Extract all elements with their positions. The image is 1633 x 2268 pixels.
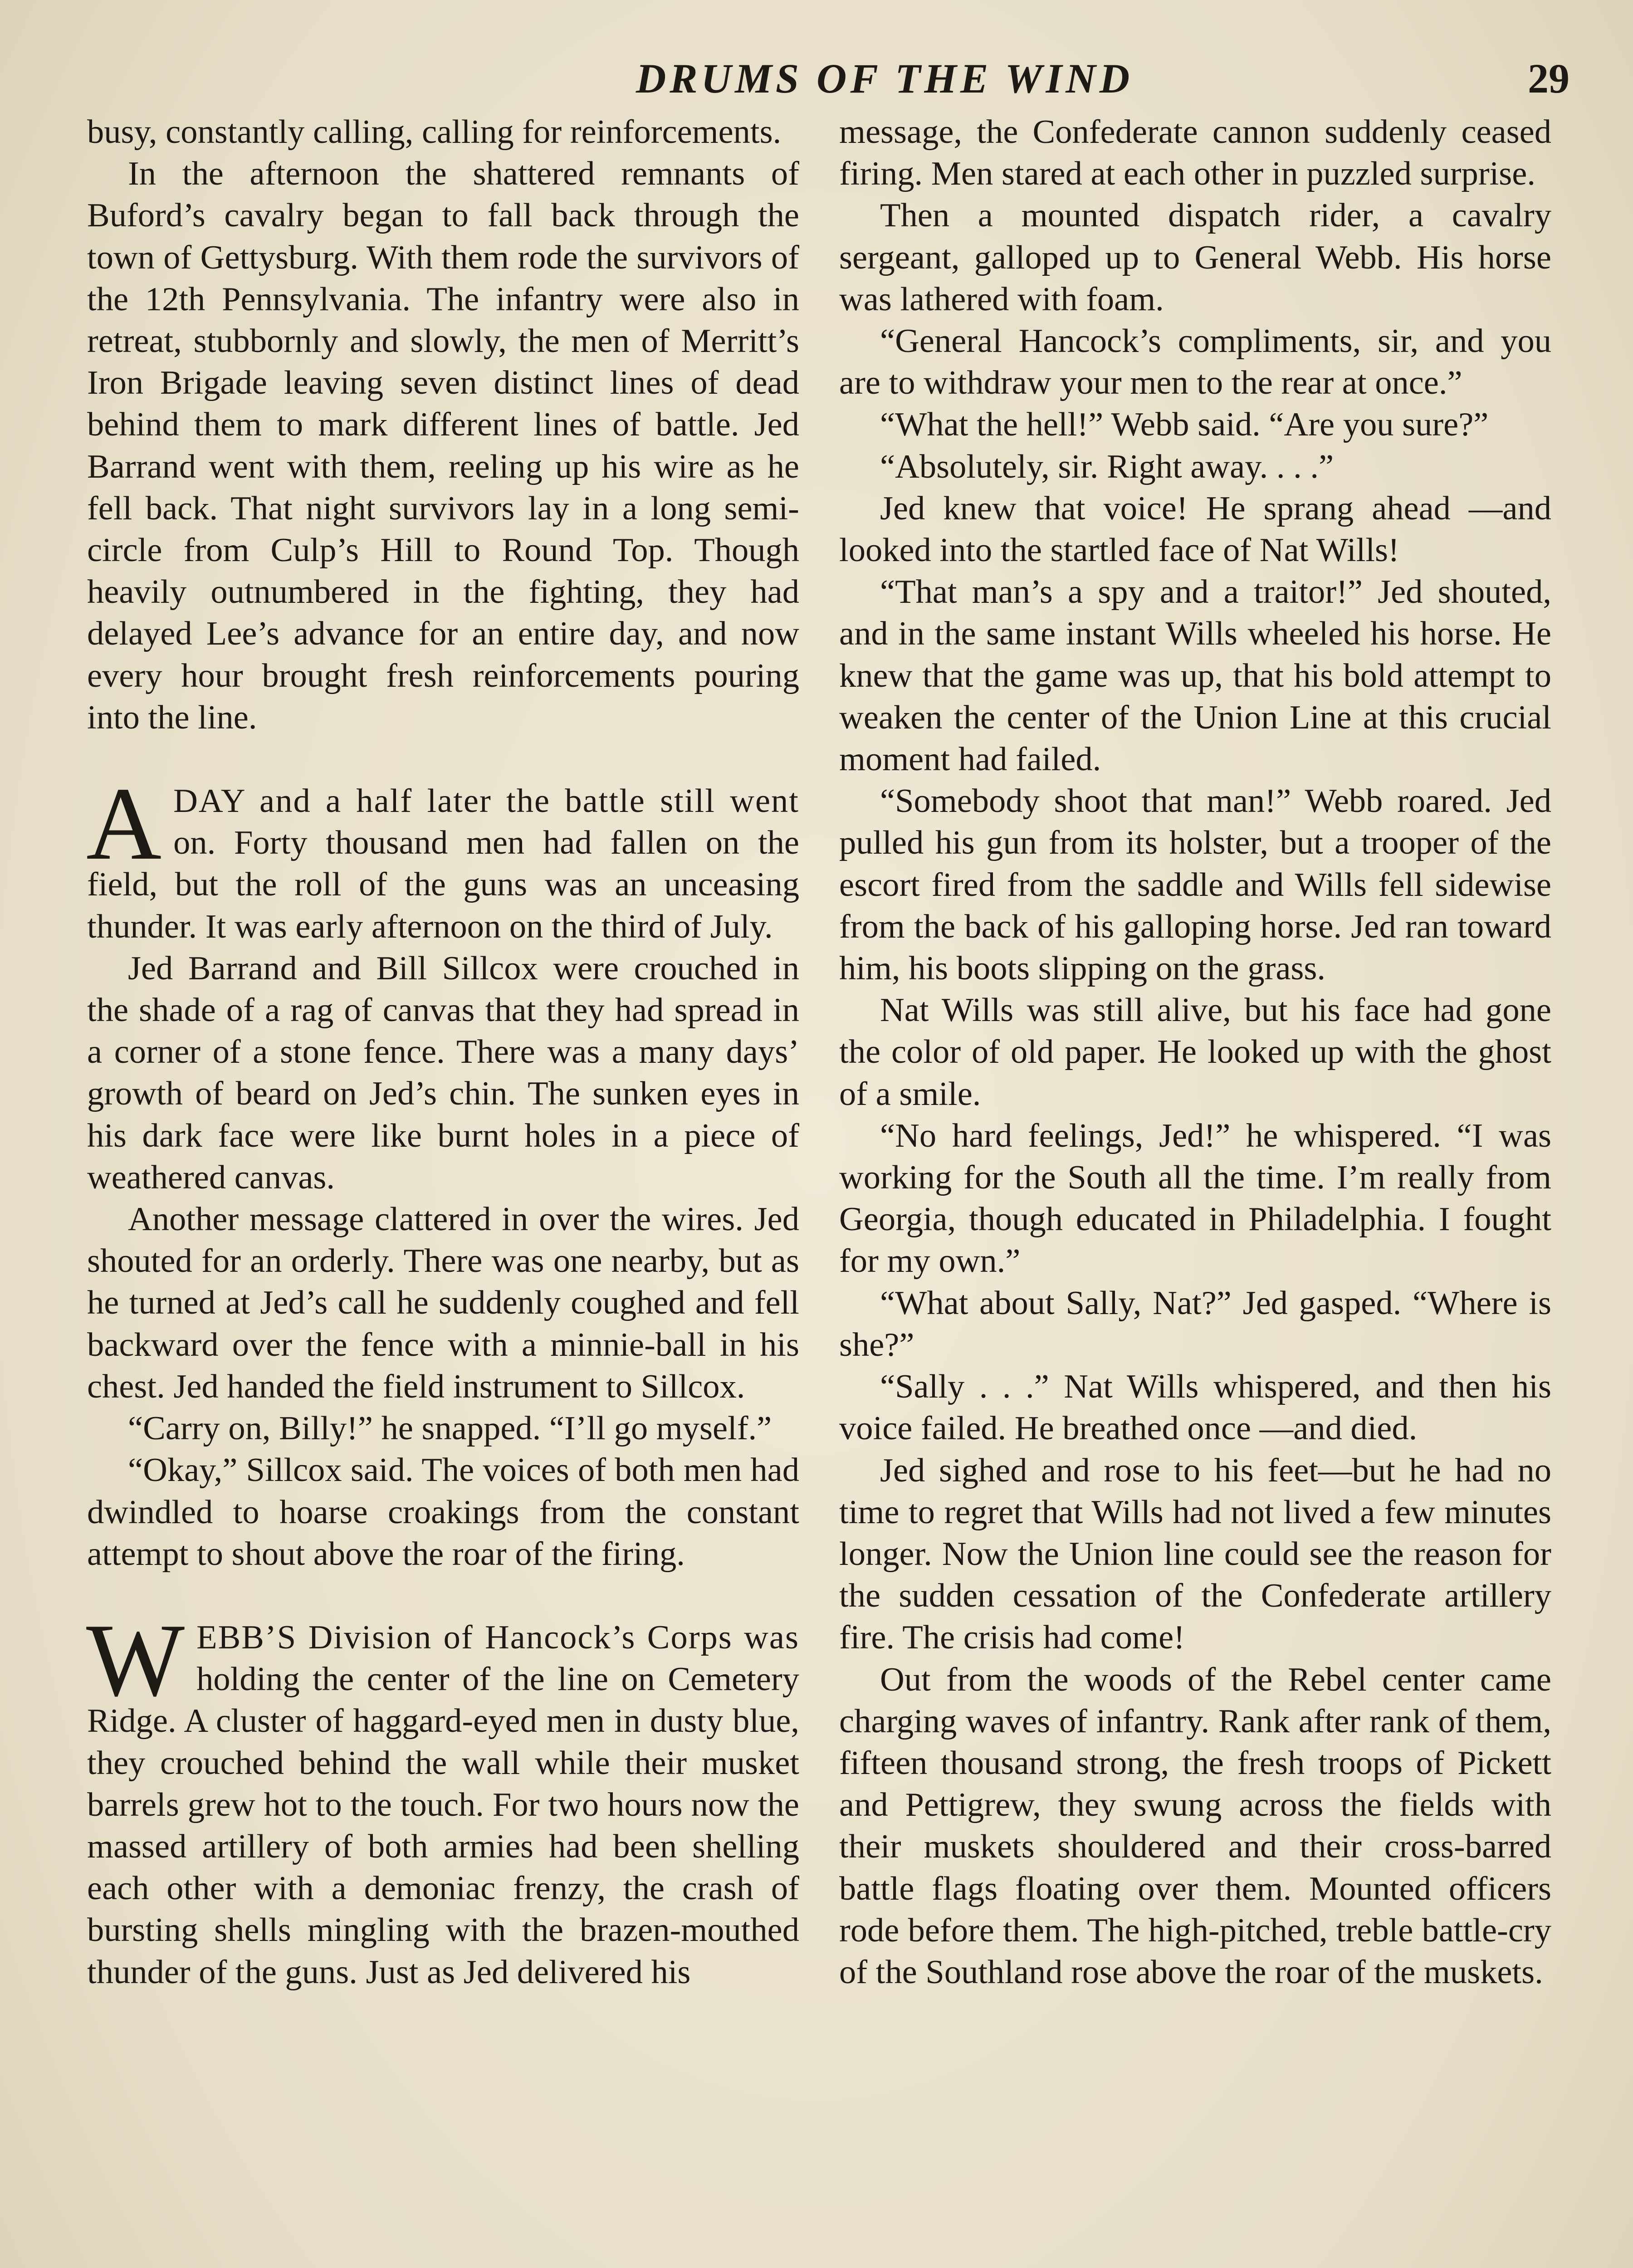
paragraph: In the afternoon the shattered remnants of Buford’s cavalry began to fall back through the town of Gettysburg. With them rode the survivors of the 12th Pennsylvania. The infantry were also in retreat, stubbornly and slowly, the men of Merritt’s Iron Brigade leaving seven distinct lines of dead behind them to mark different lines of battle. Jed Barrand went with them, reeling up his wire as he fell back. That night survivors lay in a long semi-circle from Culp’s Hill to Round Top. Though heavily outnumbered in the fighting, they had delayed Lee’s advance for an entire day, and now every hour brought fresh reinforcements pouring into the line. (87, 155, 799, 736)
paragraph: “Somebody shoot that man!” Webb roared. Jed pulled his gun from its holster, but a trooper of the escort fired from the saddle and Wills fell sidewise from the back of his galloping horse. Jed ran toward him, his boots slipping on the grass. (839, 782, 1551, 987)
paragraph: Jed knew that voice! He sprang ahead —and looked into the startled face of Nat Wills! (839, 489, 1551, 569)
drop-cap: W (86, 1602, 185, 1718)
paragraph: “No hard feelings, Jed!” he whispered. “I was working for the South all the time. I’m really from Georgia, though educated in Philadelphia. I fought for my own.” (839, 1117, 1551, 1280)
section-break (87, 1575, 799, 1617)
page-number: 29 (1528, 55, 1569, 102)
paragraph: Nat Wills was still alive, but his face had gone the color of old paper. He looked up with the ghost of a smile. (839, 992, 1551, 1113)
paragraph: message, the Confederate cannon suddenly ceased firing. Men stared at each other in puzzled surprise. (839, 113, 1551, 193)
paragraph: “What about Sally, Nat?” Jed gasped. “Where is she?” (839, 1284, 1551, 1364)
drop-cap: A (86, 766, 162, 882)
paragraph-text: EBB’S Division of Hancock’s Corps was holding the center of the line on Cemetery Ridge. A cluster of haggard-eyed men in dusty blue, they crouched behind the wall while their musket barrels grew hot to the touch. For two hours now the massed artillery of both armies had been shelling each other with a demoniac frenzy, the crash of bursting shells mingling with the brazen-mouthed thunder of the guns. Just as Jed delivered his (87, 1618, 799, 1991)
section-break (87, 738, 799, 780)
paragraph: Jed sighed and rose to his feet—but he had no time to regret that Wills had not lived a few minutes longer. Now the Union line could see the reason for the sudden cessation of the Confederate artillery fire. The crisis had come! (839, 1452, 1551, 1657)
paragraph: busy, constantly calling, calling for reinforcements. (87, 113, 782, 151)
paragraph: “Okay,” Sillcox said. The voices of both men had dwindled to hoarse croakings from the constant attempt to shout above the roar of the firing. (87, 1452, 799, 1573)
right-column (839, 111, 1551, 1993)
paragraph-text: DAY and a half later the battle still went on. Forty thousand men had fallen on the field, but the roll of the guns was an unceasing thunder. It was early afternoon on the third of July. (87, 782, 799, 945)
paragraph: “Sally . . .” Nat Wills whispered, and then his voice failed. He breathed once —and died. (839, 1368, 1551, 1447)
paragraph: “General Hancock’s compliments, sir, and you are to withdraw your men to the rear at once.” (839, 323, 1551, 402)
paragraph: “What the hell!” Webb said. “Are you sure?” (880, 406, 1489, 444)
running-title: DRUMS OF THE WIND (636, 55, 1134, 102)
paragraph: “Absolutely, sir. Right away. . . .” (880, 448, 1334, 485)
paragraph-with-drop-cap (86, 1602, 799, 1993)
paragraph: Another message clattered in over the wires. Jed shouted for an orderly. There was one nearby, but as he turned at Jed’s call he suddenly coughed and fell backward over the fence with a minnie-ball in his chest. Jed handed the field instrument to Sillcox. (87, 1201, 799, 1405)
left-column (87, 111, 799, 1993)
paragraph: Jed Barrand and Bill Sillcox were crouched in the shade of a rag of canvas that they had spread in a corner of a stone fence. There was a many days’ growth of beard on Jed’s chin. The sunken eyes in his dark face were like burnt holes in a piece of weathered canvas. (87, 949, 799, 1196)
paragraph: Out from the woods of the Rebel center came charging waves of infantry. Rank after rank of them, fifteen thousand strong, the fresh troops of Pickett and Pettigrew, they swung across the fields with their muskets shouldered and their cross-barred battle flags floating over them. Mounted officers rode before them. The high-pitched, treble battle-cry of the Southland rose above the roar of the muskets. (839, 1661, 1551, 1991)
paragraph-with-drop-cap (86, 766, 799, 948)
paragraph: Then a mounted dispatch rider, a cavalry sergeant, galloped up to General Webb. His horse was lathered with foam. (839, 197, 1551, 318)
paragraph: “That man’s a spy and a traitor!” Jed shouted, and in the same instant Wills wheeled his horse. He knew that the game was up, that his bold attempt to weaken the center of the Union Line at this crucial moment had failed. (839, 573, 1551, 778)
paragraph: “Carry on, Billy!” he snapped. “I’ll go myself.” (128, 1410, 772, 1447)
